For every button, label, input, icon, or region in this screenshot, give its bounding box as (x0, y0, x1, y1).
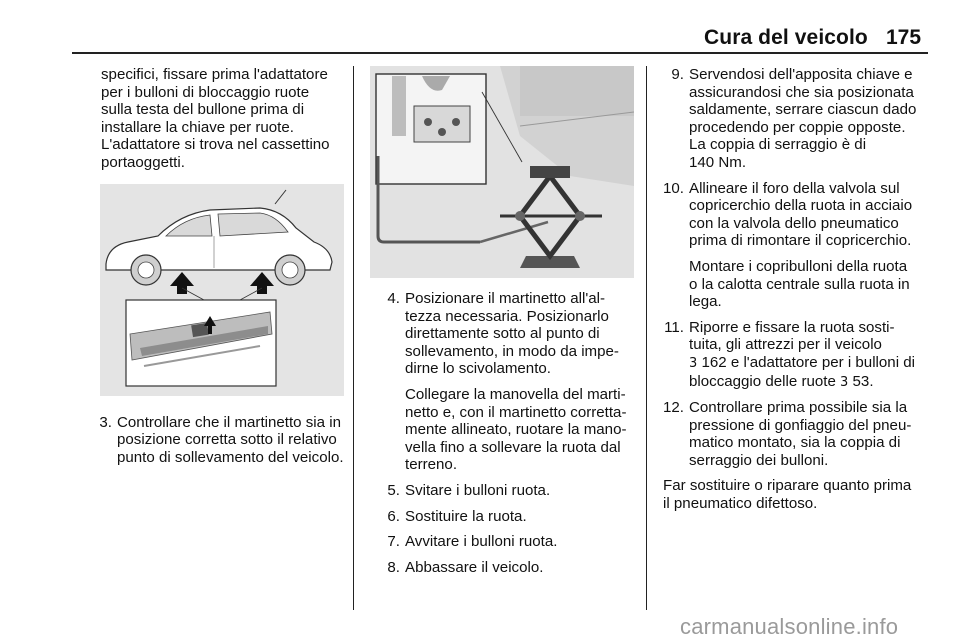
page-reference-icon: 3 (689, 355, 698, 371)
column-left (80, 66, 344, 466)
step-8: 8. Abbassare il veicolo. (387, 558, 544, 576)
step-4-continued: Collegare la manovella del marti- netto e, con il martinetto corretta- mente allineato, ruotare la mano- vella fino a sollevare la ruota dal terreno. (405, 385, 627, 474)
watermark-text: carmanualsonline.info (680, 614, 899, 639)
step-3: 3. Controllare che il martinetto sia in posizione corretta sotto il relativo punto di sollevamento del veicolo. (99, 413, 344, 466)
step-12: 12. Controllare prima possibile sia la pressione di gonfiaggio del pneu- matico montato, sia la coppia di serraggio dei bulloni. (663, 399, 912, 469)
closing-paragraph: Far sostituire o riparare quanto prima il pneumatico difettoso. (663, 477, 912, 513)
page-reference-53[interactable]: 53 (852, 372, 870, 390)
column-right (652, 66, 932, 513)
column-divider-1 (353, 66, 354, 610)
jack-position-illustration (370, 66, 634, 278)
car-lift-points-illustration (100, 184, 344, 396)
step-10: 10. Allineare il foro della valvola sul copricerchio della ruota in acciaio con la valvola dello pneumatico prima di rimontare il copricerchio. (663, 179, 913, 250)
step-10-continued: Montare i copribulloni della ruota o la calotta centrale sulla ruota in lega. (689, 257, 910, 311)
car-side-view-image (100, 184, 344, 396)
page-reference-icon: 3 (840, 374, 849, 390)
page-reference-162[interactable]: 162 (701, 353, 727, 371)
step-7: 7. Avvitare i bulloni ruota. (387, 533, 558, 551)
column-divider-2 (646, 66, 647, 610)
page-number: 175 (886, 26, 922, 49)
intro-paragraph: specifici, fissare prima l'adattatore per i bulloni di bloccaggio ruote sulla testa del bullone prima di installare la chiave per ruote. L'adattatore si trova nel cassettino portaoggetti. (101, 66, 330, 171)
step-9: 9. Servendosi dell'apposita chiave e assicurandosi che sia posizionata saldamente, serrare ciascun dado procedendo per coppie opposte. La coppia di serraggio è di 140 Nm. (671, 66, 917, 171)
step-6: 6. Sostituire la ruota. (387, 507, 527, 525)
step-4: 4. Posizionare il martinetto all'al- tezza necessaria. Posizionarlo direttamente sotto al punto di sollevamento, in modo da impe- dirne lo scivolamento. (387, 290, 619, 378)
step-5: 5. Svitare i bulloni ruota. (387, 481, 551, 499)
scissor-jack-image (370, 66, 634, 278)
column-middle (368, 66, 634, 576)
header-divider (72, 52, 928, 54)
step-11: 11. Riporre e fissare la ruota sosti- tuita, gli attrezzi per il veicolo 3 162 e l'adattatore per i bulloni di bloccaggio delle ruote 3 53. (664, 318, 915, 390)
page-header-title: Cura del veicolo (704, 26, 868, 49)
